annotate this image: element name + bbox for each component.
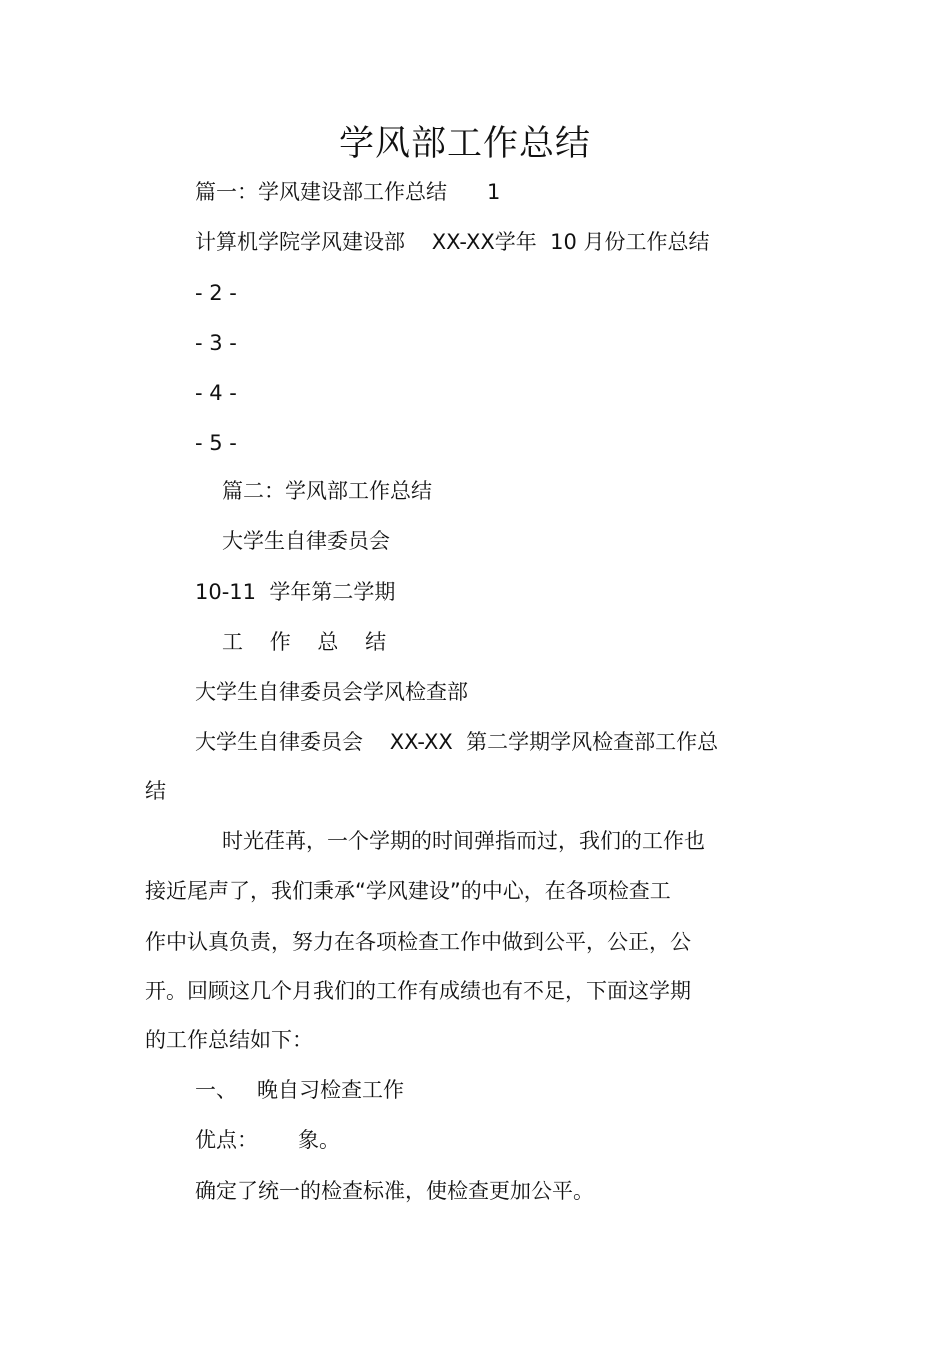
organization-name: 大学生自律委员会 — [222, 529, 390, 553]
department-name: 大学生自律委员会学风检查部 — [195, 680, 468, 704]
section-heading-part-two: 篇二：学风部工作总结 — [222, 479, 432, 503]
page-marker: - 5 - — [195, 431, 237, 455]
section-heading-part-one: 篇一：学风建设部工作总结 1 — [195, 180, 501, 204]
report-heading-continued: 结 — [145, 779, 166, 803]
report-subtitle: 计算机学院学风建设部 XX-XX学年 10 月份工作总结 — [195, 230, 710, 254]
semester-label: 10-11 学年第二学期 — [195, 580, 396, 604]
body-paragraph-line: 时光荏苒，一个学期的时间弹指而过，我们的工作也 — [222, 829, 705, 853]
page-marker: - 4 - — [195, 381, 237, 405]
body-text-line: 确定了统一的检查标准，使检查更加公平。 — [195, 1179, 594, 1203]
body-paragraph-line: 开。回顾这几个月我们的工作有成绩也有不足，下面这学期 — [145, 979, 691, 1003]
body-paragraph-line: 接近尾声了，我们秉承“学风建设”的中心，在各项检查工 — [145, 879, 671, 903]
document-title: 学风部工作总结 — [338, 124, 591, 164]
body-paragraph-line: 的工作总结如下： — [145, 1028, 313, 1052]
page-marker: - 2 - — [195, 281, 237, 305]
list-heading-evening-study: 一、 晚自习检查工作 — [195, 1078, 405, 1102]
page-marker: - 3 - — [195, 331, 237, 355]
body-paragraph-line: 作中认真负责，努力在各项检查工作中做到公平，公正，公 — [145, 930, 691, 954]
work-summary-heading: 工 作 总 结 — [222, 630, 387, 654]
report-heading: 大学生自律委员会 XX-XX 第二学期学风检查部工作总 — [195, 730, 719, 754]
advantages-label: 优点： 象。 — [195, 1128, 341, 1152]
